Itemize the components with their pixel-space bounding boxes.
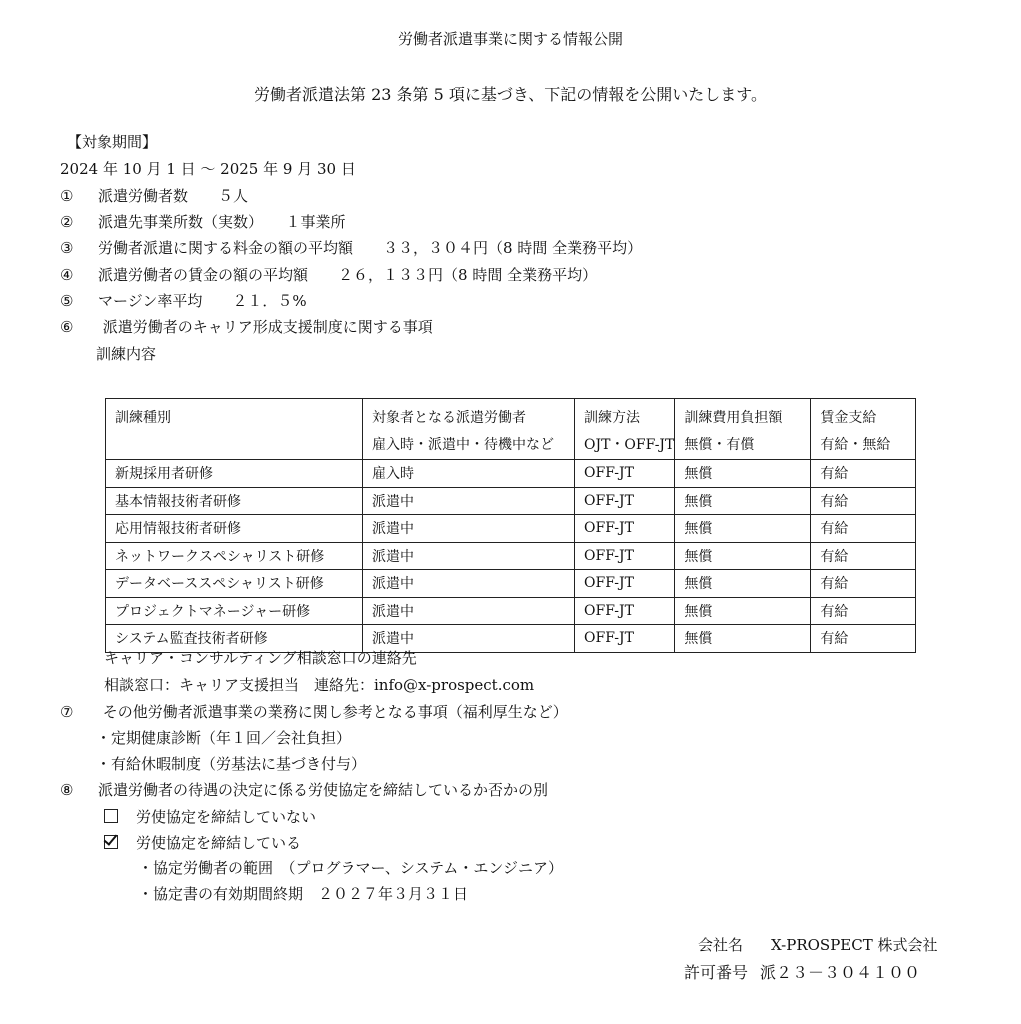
table-row [106, 515, 916, 543]
table-cell: 有給 [811, 597, 916, 625]
table-cell: 応用情報技術者研修 [106, 515, 363, 543]
table-cell: 派遣中 [363, 487, 575, 515]
table-cell: 派遣中 [363, 570, 575, 598]
table-cell: 派遣中 [363, 625, 575, 653]
company-row [698, 938, 937, 953]
company-name: X-PROSPECT 株式会社 [771, 936, 938, 954]
item-number: ③ [60, 239, 74, 257]
header-top: 賃金支給 [820, 410, 877, 426]
table-cell: OFF-JT [575, 460, 675, 488]
item-number: ② [60, 213, 74, 231]
table-cell: システム監査技術者研修 [106, 625, 363, 653]
table-cell: 基本情報技術者研修 [106, 487, 363, 515]
item-text: 労働者派遣に関する料金の額の平均額 ３３，３０４円（8 時間 全業務平均） [98, 239, 643, 257]
training-table [105, 398, 916, 653]
header-cell [363, 399, 575, 460]
table-cell: 有給 [811, 487, 916, 515]
table-cell: プロジェクトマネージャー研修 [106, 597, 363, 625]
benefit-bullet: ・有給休暇制度（労基法に基づき付与） [96, 755, 367, 773]
table-cell: OFF-JT [575, 570, 675, 598]
table-row [106, 625, 916, 653]
table-row [106, 460, 916, 488]
table-cell: データベーススペシャリスト研修 [106, 570, 363, 598]
table-cell: 有給 [811, 542, 916, 570]
item-7 [60, 705, 568, 720]
company-label: 会社名 [698, 936, 744, 954]
table-cell: OFF-JT [575, 487, 675, 515]
header-top: 訓練方法 [584, 410, 640, 426]
header-bottom: 無償・有償 [684, 437, 755, 453]
item-number: ⑤ [60, 292, 74, 310]
item-number: ⑧ [60, 781, 74, 799]
table-row [106, 597, 916, 625]
item-number: ⑦ [60, 703, 74, 721]
header-top: 対象者となる派遣労働者 [372, 410, 526, 426]
item-text: 派遣労働者数 ５人 [98, 187, 249, 205]
option-label: 労使協定を締結している [136, 834, 302, 852]
item-text: 派遣労働者の賃金の額の平均額 ２６，１３３円（8 時間 全業務平均） [98, 266, 598, 284]
item-1 [60, 189, 248, 204]
table-cell: 無償 [675, 542, 811, 570]
header-top: 訓練種別 [115, 410, 171, 426]
item-text: その他労働者派遣事業の業務に関し参考となる事項（福利厚生など） [98, 703, 568, 721]
agreement-option-concluded[interactable] [104, 835, 301, 851]
license-row [684, 965, 920, 981]
benefit-bullet: ・定期健康診断（年１回／会社負担） [96, 729, 352, 747]
table-row [106, 542, 916, 570]
table-cell: 無償 [675, 597, 811, 625]
header-cell [675, 399, 811, 460]
header-cell [106, 399, 363, 460]
item-4 [60, 268, 597, 283]
item-text: マージン率平均 ２１．５% [98, 292, 307, 310]
page-title: 労働者派遣事業に関する情報公開 [397, 30, 623, 48]
item-6 [60, 320, 433, 335]
table-row [106, 570, 916, 598]
table-cell: 雇入時 [363, 460, 575, 488]
table-cell: 無償 [675, 487, 811, 515]
item-5 [60, 294, 307, 309]
table-cell: 無償 [675, 460, 811, 488]
option-label: 労使協定を締結していない [136, 808, 317, 826]
header-bottom: 有給・無給 [820, 437, 891, 453]
item-2 [60, 215, 346, 230]
item-number: ⑥ [60, 318, 74, 336]
header-cell [575, 399, 675, 460]
table-cell: 新規採用者研修 [106, 460, 363, 488]
period-range: 2024 年 10 月 1 日 〜 2025 年 9 月 30 日 [60, 160, 356, 178]
header-top: 訓練費用負担額 [684, 410, 783, 426]
table-cell: OFF-JT [575, 597, 675, 625]
item-number: ① [60, 187, 74, 205]
item-3 [60, 241, 642, 256]
table-cell: OFF-JT [575, 515, 675, 543]
header-bottom: 雇入時・派遣中・待機中など [372, 437, 554, 453]
table-cell: 有給 [811, 570, 916, 598]
agreement-detail: ・協定労働者の範囲 （プログラマー、システム・エンジニア） [138, 859, 564, 877]
item-text: 派遣先事業所数（実数） １事業所 [98, 213, 346, 231]
career-contact: 相談窓口：キャリア支援担当 連絡先：info@x-prospect.com [104, 676, 535, 694]
checkbox-icon[interactable] [104, 809, 118, 823]
period-heading: 【対象期間】 [67, 133, 158, 151]
license-label: 許可番号 [684, 963, 749, 982]
header-cell [811, 399, 916, 460]
table-row [106, 487, 916, 515]
career-heading: キャリア・コンサルティング相談窓口の連絡先 [104, 649, 417, 667]
item-number: ④ [60, 266, 74, 284]
table-cell: 無償 [675, 625, 811, 653]
table-cell: 有給 [811, 460, 916, 488]
table-cell: 有給 [811, 625, 916, 653]
agreement-detail: ・協定書の有効期間終期 ２０２７年３月３１日 [138, 885, 469, 903]
item-8 [60, 783, 548, 798]
training-label: 訓練内容 [96, 345, 157, 363]
table-cell: 無償 [675, 570, 811, 598]
intro-text: 労働者派遣法第 23 条第 5 項に基づき、下記の情報を公開いたします。 [254, 85, 767, 104]
table-cell: 派遣中 [363, 515, 575, 543]
checkbox-checked-icon[interactable] [104, 835, 118, 849]
item-text: 派遣労働者のキャリア形成支援制度に関する事項 [98, 318, 433, 336]
table-cell: 派遣中 [363, 542, 575, 570]
table-header-row [106, 399, 916, 460]
table-cell: OFF-JT [575, 542, 675, 570]
agreement-option-not-concluded[interactable] [104, 809, 316, 825]
item-text: 派遣労働者の待遇の決定に係る労使協定を締結しているか否かの別 [98, 781, 549, 799]
table-cell: 派遣中 [363, 597, 575, 625]
header-bottom: OJT・OFF-JT [584, 437, 675, 453]
table-cell: 有給 [811, 515, 916, 543]
table-cell: ネットワークスペシャリスト研修 [106, 542, 363, 570]
license-number: 派２３－３０４１００ [760, 963, 921, 982]
table-cell: 無償 [675, 515, 811, 543]
table-cell: OFF-JT [575, 625, 675, 653]
